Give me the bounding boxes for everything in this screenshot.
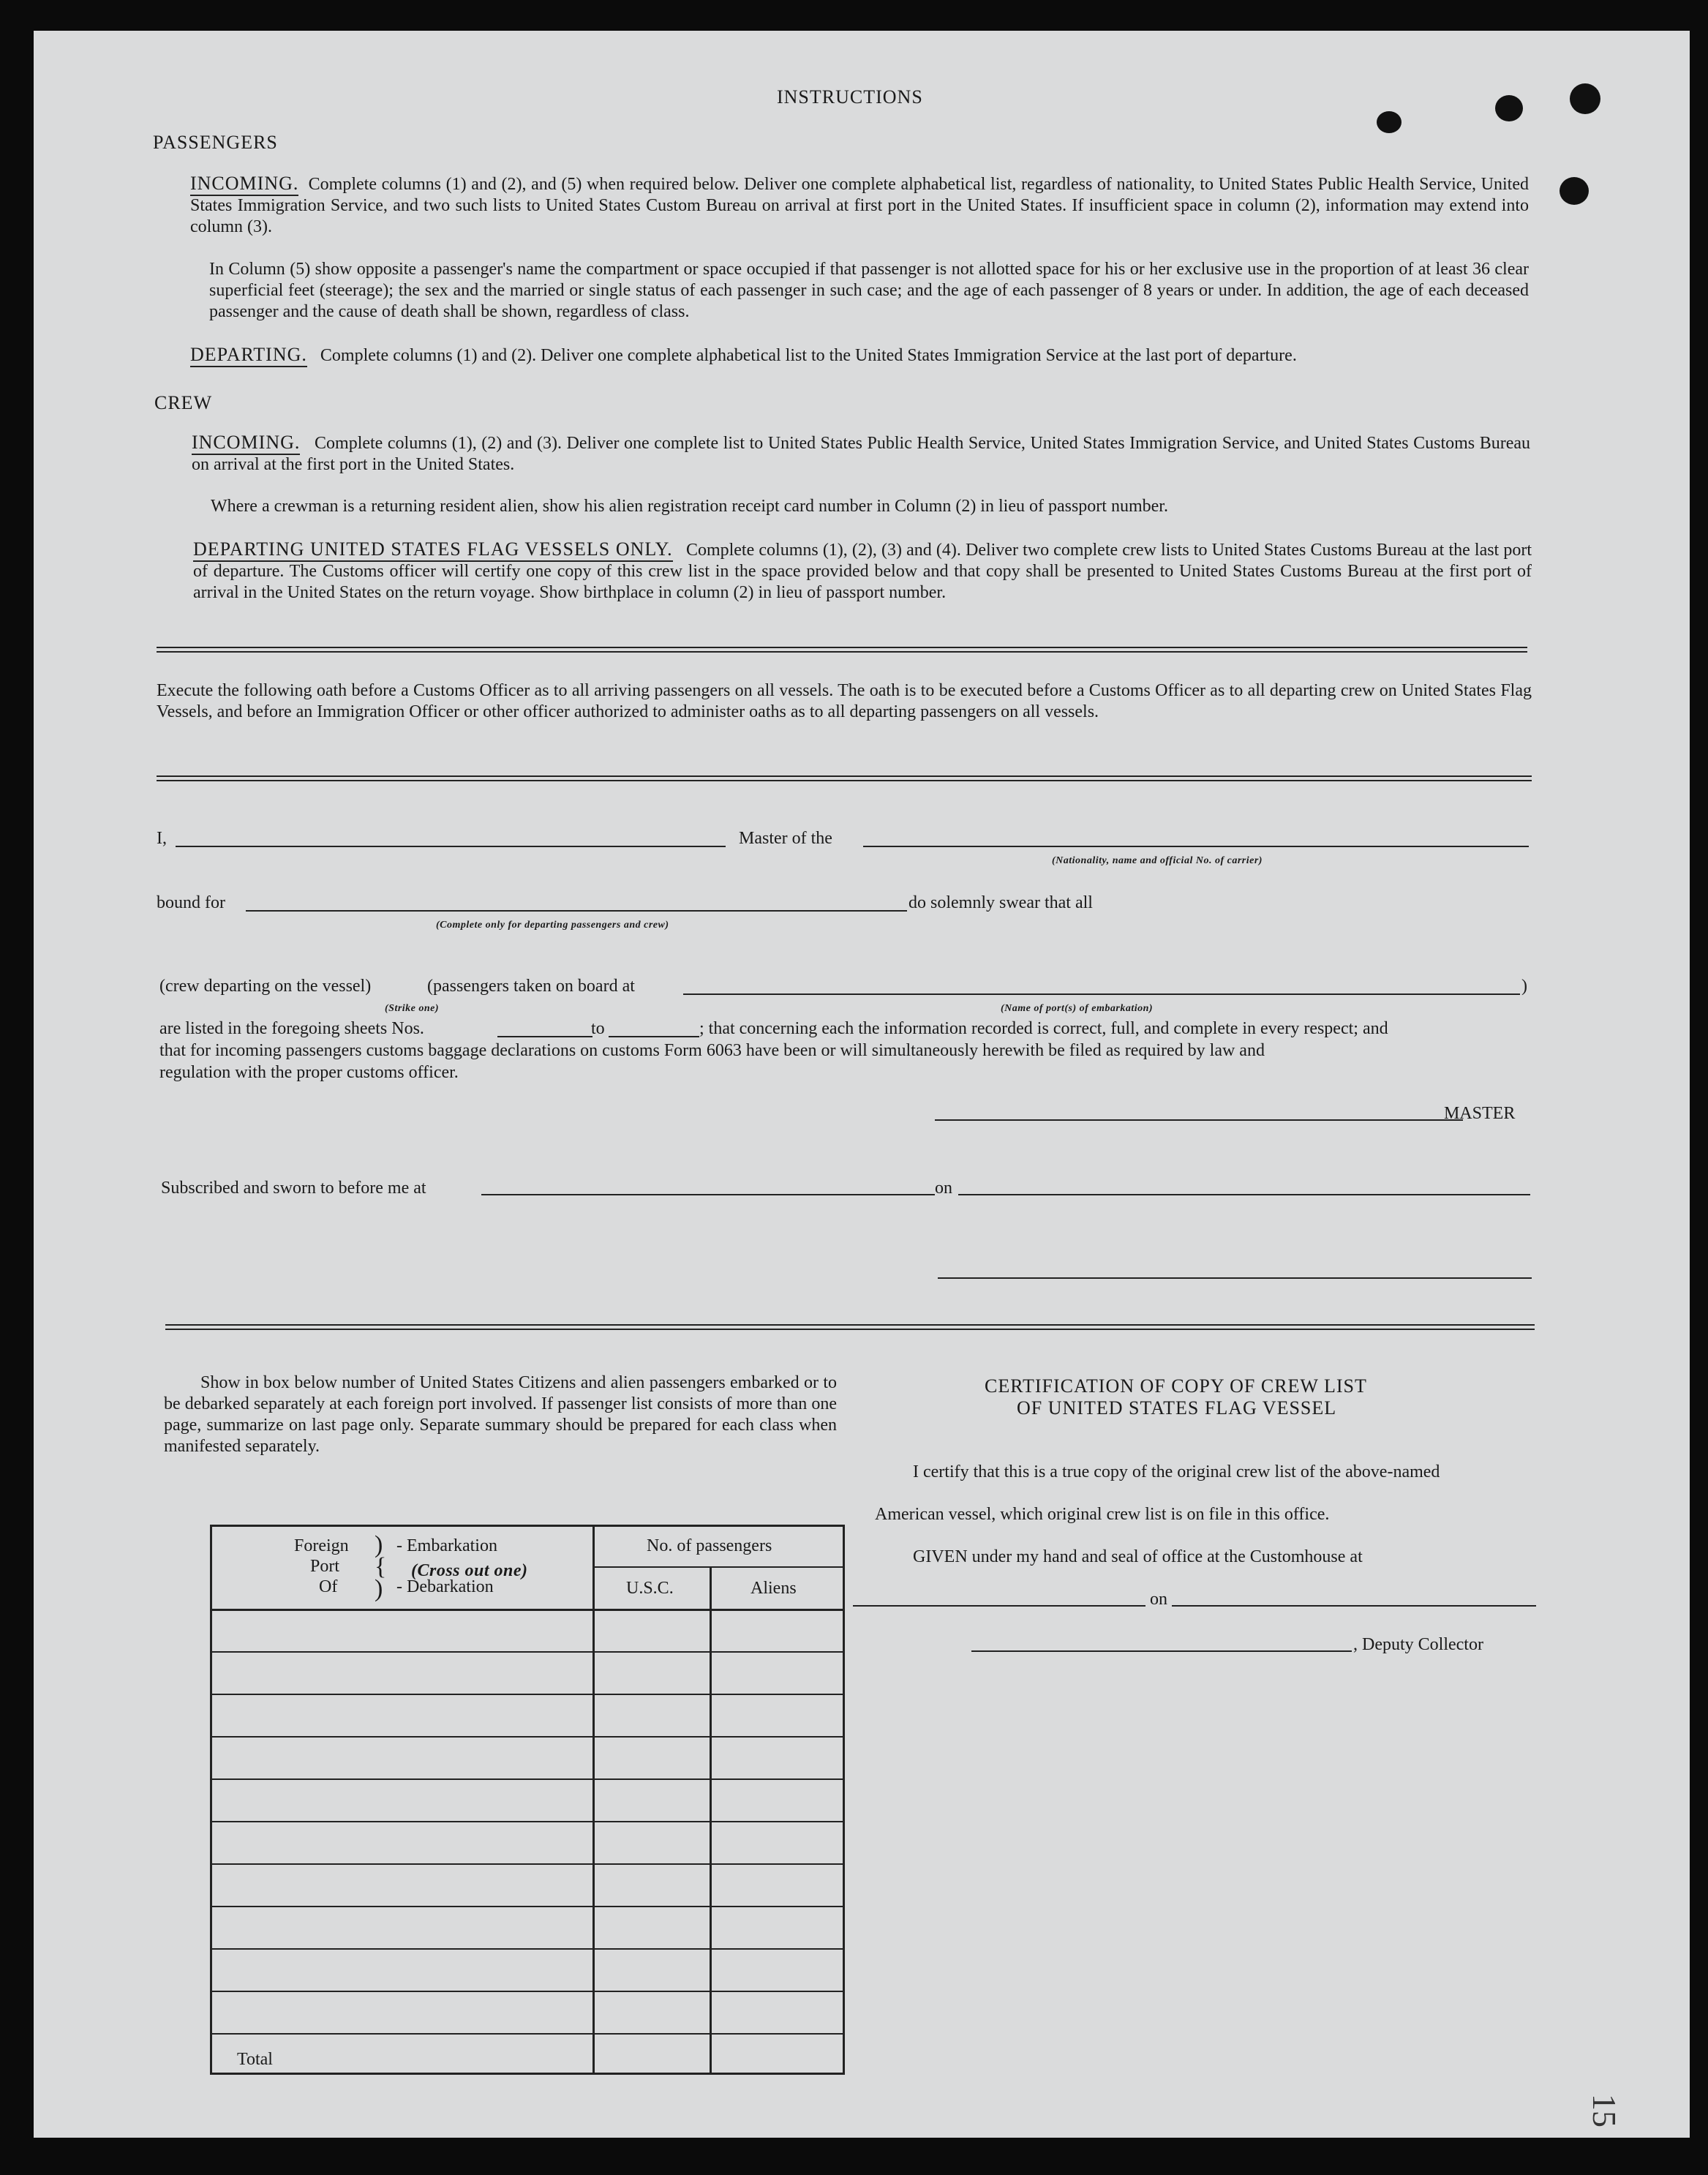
crew-incoming-paragraph [192,432,1530,476]
punch-hole [1560,177,1589,205]
table-row-divider [212,1991,843,1992]
carrier-hint: (Nationality, name and official No. of carrier) [1052,855,1263,866]
aliens-header: Aliens [750,1579,797,1598]
certification-title-line1: CERTIFICATION OF COPY OF CREW LIST [985,1375,1367,1397]
to-label: to [591,1019,605,1038]
no-of-passengers-header: No. of passengers [647,1536,772,1555]
crew-resident-text: Where a crewman is a returning resident alien, show his alien registration receipt card number in Column (2) in lieu of passport number. [211,497,1168,516]
crew-resident-paragraph [211,496,1530,517]
deputy-signature-field[interactable] [971,1650,1352,1652]
passengers-incoming-paragraph [190,173,1529,238]
table-header-divider [592,1566,843,1568]
summary-instructions-text: Show in box below number of United States Citizens and alien passengers embarked or to be debarked separately at each foreign port involved. If passenger list consists of more than one page, summarize on last page only. Separate summary should be prepared for each class when manifested separately. [164,1373,837,1456]
statement-line1: ; that concerning each the information recorded is correct, full, and complete in every respect; and [699,1019,1388,1038]
passengers-incoming-text: Complete columns (1) and (2), and (5) when required below. Deliver one complete alphabetical list, regardless of nationality, to United States Public Health Service, United States Immigration Service, and two such lists to United States Custom Bureau on arrival at first port in the United States. If insufficient space in column (2), information may extend into column (3). [190,175,1530,236]
table-column-divider [710,1568,712,2073]
col-port: Port [310,1557,340,1576]
statement-line3: regulation with the proper customs officer. [159,1063,459,1082]
crew-heading: CREW [154,392,213,413]
usc-header: U.S.C. [626,1579,674,1598]
certification-on-label: on [1150,1590,1167,1609]
sheet-from-field[interactable] [497,1036,592,1037]
embarkation-label: - Embarkation [396,1536,497,1555]
oath-intro-paragraph [157,680,1532,723]
col-foreign: Foreign [294,1536,349,1555]
page-marker: 15 [1586,2094,1623,2127]
oath-intro-text: Execute the following oath before a Customs Officer as to all arriving passengers on all vessels. The oath is to be executed before a Customs Officer as to all departing crew on United States Flag Vessels, and before an Immigration Officer or other officer authorized to administer oaths as to all departing passengers on all vessels. [157,681,1532,721]
table-row-divider [212,1863,843,1865]
sworn-place-field[interactable] [481,1194,935,1195]
embarkation-ports-field[interactable] [683,993,1520,995]
passengers-incoming-label: INCOMING. [190,173,298,196]
table-row-divider [212,1651,843,1653]
bound-for-hint: (Complete only for departing passengers and crew) [436,920,669,931]
master-of-label: Master of the [739,829,832,848]
crew-departing-text: Complete columns (1), (2), (3) and (4). Deliver two complete crew lists to United States Customs Bureau at the last port of departure. The Customs officer will certify one copy of this crew list in the space provided below and that copy shall be presented to United States Customs Bureau at the first port of arrival in the United States on the return voyage. Show birthplace in column (2) in lieu of passport number. [193,541,1532,602]
table-row-divider [212,1821,843,1822]
passengers-departing-label: DEPARTING. [190,344,307,367]
table-row-divider [212,1736,843,1738]
sworn-on-label: on [935,1179,952,1198]
swear-label: do solemnly swear that all [908,893,1093,912]
crew-incoming-label: INCOMING. [192,432,300,455]
table-row-divider [212,1948,843,1950]
crew-departing-label: (crew departing on the vessel) [159,977,372,996]
bound-for-label: bound for [157,893,225,912]
certification-line2: American vessel, which original crew list is on file in this office. [875,1505,1330,1524]
passengers-heading: PASSENGERS [153,132,278,153]
sworn-date-field[interactable] [958,1194,1530,1195]
table-row-divider [212,2033,843,2035]
debarkation-label: - Debarkation [396,1577,494,1596]
table-header-bottom [212,1609,843,1611]
certification-title-line2: OF UNITED STATES FLAG VESSEL [1017,1397,1337,1419]
statement-line2: that for incoming passengers customs baggage declarations on customs Form 6063 have been or will simultaneously herewith be filed as required by law and [159,1041,1265,1060]
oath-i-label: I, [157,829,167,848]
crew-incoming-text: Complete columns (1), (2) and (3). Deliver one complete list to United States Public Health Service, United States Immigration Service, and United States Customs Bureau on arrival at the first port in the United States. [192,434,1530,474]
table-row-divider [212,1694,843,1695]
strike-hint: (Strike one) [385,1003,440,1014]
form-sheet [34,31,1690,2138]
crew-departing-paragraph [193,538,1532,604]
passenger-summary-table [210,1525,845,2075]
summary-instructions-paragraph [164,1372,837,1457]
passengers-column5-paragraph [209,259,1529,323]
master-label: MASTER [1444,1104,1516,1123]
ports-hint: (Name of port(s) of embarkation) [1001,1003,1154,1014]
punch-hole [1570,83,1600,114]
passengers-taken-label: (passengers taken on board at [427,977,635,996]
passengers-column5-text: In Column (5) show opposite a passenger's name the compartment or space occupied if that passenger is not allotted space for his or her exclusive use in the proportion of at least 36 clear superficial feet (steerage); the sex and the married or single status of each passenger in such case; and the age of each passenger of 8 years or under. In addition, the age of each deceased passenger and the cause of death shall be shown, regardless of class. [209,260,1529,321]
officer-signature-field[interactable] [938,1277,1532,1279]
brace-glyph: ) { ) [375,1531,387,1602]
col-of: Of [319,1577,338,1596]
cross-out-hint: (Cross out one) [411,1561,528,1580]
table-row-divider [212,1778,843,1780]
total-label: Total [237,2050,273,2069]
crew-departing-label: DEPARTING UNITED STATES FLAG VESSELS ONLY. [193,538,673,562]
section-divider [157,775,1532,781]
certification-line3: GIVEN under my hand and seal of office at the Customhouse at [913,1547,1363,1566]
close-paren: ) [1521,977,1527,996]
master-name-field[interactable] [176,846,726,847]
bound-for-field[interactable] [246,910,907,912]
customhouse-place-field[interactable] [853,1605,1145,1607]
certification-line1: I certify that this is a true copy of the original crew list of the above-named [913,1462,1440,1481]
subscribed-label: Subscribed and sworn to before me at [161,1179,426,1198]
page-title: INSTRUCTIONS [777,86,923,108]
listed-label: are listed in the foregoing sheets Nos. [159,1019,424,1038]
passengers-departing-text: Complete columns (1) and (2). Deliver one complete alphabetical list to the United States Immigration Service at the last port of departure. [320,346,1297,365]
punch-hole [1377,111,1402,133]
master-signature-field[interactable] [935,1119,1463,1121]
section-divider [165,1324,1535,1330]
carrier-field[interactable] [863,846,1529,847]
section-divider [157,647,1527,653]
passengers-departing-paragraph [190,344,1529,367]
deputy-collector-label: , Deputy Collector [1353,1635,1483,1654]
certification-date-field[interactable] [1172,1605,1536,1607]
sheet-to-field[interactable] [609,1036,699,1037]
punch-hole [1495,95,1523,121]
table-row-divider [212,1906,843,1907]
